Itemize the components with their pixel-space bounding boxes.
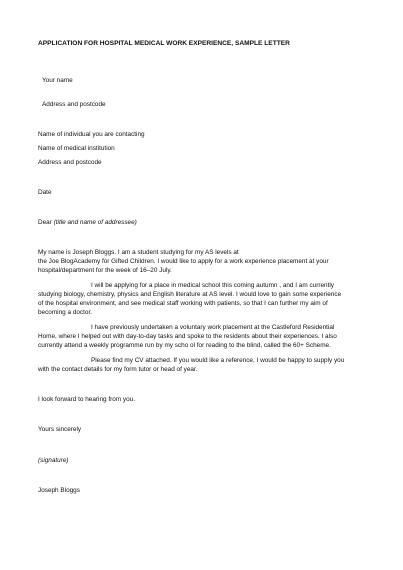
recipient-institution: Name of medical institution bbox=[38, 145, 115, 152]
paragraph2-line: studying biology, chemistry, physics and English literature at AS level. I would love to gain some experience bbox=[38, 291, 342, 298]
paragraph1-line: hospital/department for the week of 16–20 July. bbox=[38, 267, 172, 274]
paragraph2-line: of the hospital environment, and see medical staff working with patients, so that I can further my aim of bbox=[38, 300, 328, 307]
document-title: APPLICATION FOR HOSPITAL MEDICAL WORK EXPERIENCE, SAMPLE LETTER bbox=[38, 40, 290, 47]
paragraph1-line: the Joe BlogAcademy for Gifted Children. I would like to apply for a work experience placement at your bbox=[38, 258, 329, 265]
paragraph1-line: My name is Joseph Bloggs. I am a student studying for my AS levels at bbox=[38, 249, 239, 256]
date-label: Date bbox=[38, 189, 52, 196]
sender-name: Your name bbox=[42, 77, 73, 84]
recipient-address: Address and postcode bbox=[38, 159, 102, 166]
salutation-placeholder: (title and name of addressee) bbox=[53, 219, 137, 226]
paragraph3-line: Home, where I helped out with day-to-day tasks and spoke to the residents about their experiences. I also bbox=[38, 333, 337, 340]
paragraph4-line: Please find my CV attached. If you would like a reference, I would be happy to supply you bbox=[91, 357, 345, 364]
paragraph3-line: currently attend a weekly programme run by my scho ol for reading to the blind, called the 60+ Scheme. bbox=[38, 342, 331, 349]
recipient-contact: Name of individual you are contacting bbox=[38, 131, 145, 138]
paragraph3-line: I have previously undertaken a voluntary work placement at the Castleford Residential bbox=[91, 324, 335, 331]
paragraph4-line: with the contact details for my form tutor or head of year. bbox=[38, 366, 198, 373]
signature-placeholder: (signature) bbox=[38, 457, 69, 464]
sender-address: Address and postcode bbox=[42, 101, 106, 108]
closing-line: I look forward to hearing from you. bbox=[38, 396, 135, 403]
salutation-prefix: Dear bbox=[38, 219, 54, 226]
sign-off: Yours sincerely bbox=[38, 426, 82, 433]
salutation bbox=[38, 219, 137, 228]
signed-name: Joseph Bloggs bbox=[38, 487, 80, 494]
paragraph2-line: becoming a doctor. bbox=[38, 309, 92, 316]
paragraph2-line: I will be applying for a place in medical school this coming autumn , and I am currently bbox=[91, 282, 334, 289]
